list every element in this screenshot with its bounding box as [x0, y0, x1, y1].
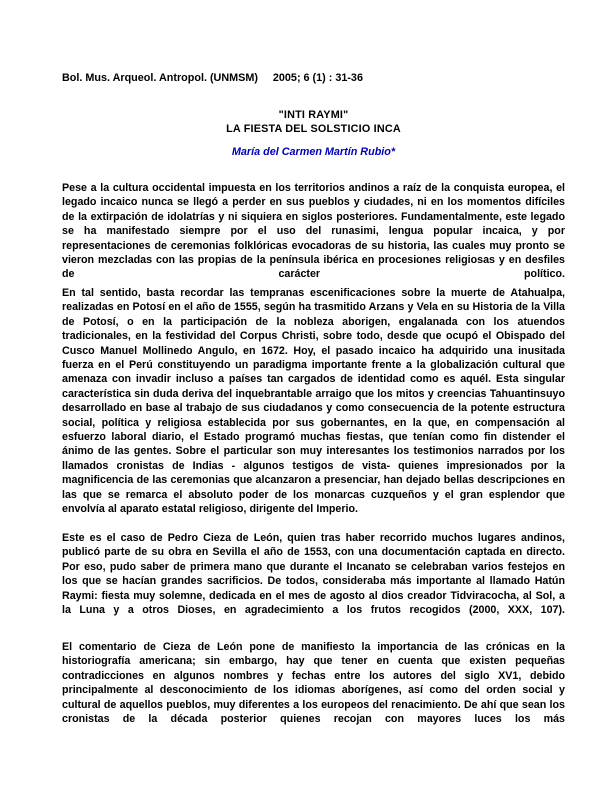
journal-header-citation: Bol. Mus. Arqueol. Antropol. (UNMSM)	[62, 72, 258, 84]
author-name: María del Carmen Martín Rubio*	[231, 146, 396, 158]
paragraph-1: Pese a la cultura occidental impuesta en los territorios andinos a raíz de la conquista europea, el legado incaico nunca se llegó a perder en sus pueblos y ciudades, ni en los momentos difíciles de la extirpación de idolatrías y ni siquiera en siglos posteriores. Fundamentalmente, este legado se ha manifestado siempre por el uso del runasimi, lengua popular incaica, y por representaciones de ceremonias folklóricas evocadoras de su historia, las cuales muy pronto se vieron mezcladas con las propias de la península ibérica en procesiones religiosas y en desfiles de carácter político.	[62, 182, 565, 281]
article-title	[62, 108, 565, 137]
article-title-line2: LA FIESTA DEL SOLSTICIO INCA	[226, 123, 401, 136]
journal-header	[62, 71, 565, 85]
paragraph-4: El comentario de Cieza de León pone de manifiesto la importancia de las crónicas en la historiografía americana; sin embargo, hay que tener en cuenta que existen pequeñas contradicciones en algunos nombres y fechas entre los autores del siglo XV1, debido principalmente al desconocimiento de los idiomas aborígenes, así como del orden social y cultural de aquellos pueblos, muy diferentes a los europeos del renacimiento. De ahí que sean los cronistas de la década posterior quienes recojan con mayores luces los más	[62, 641, 565, 726]
article-title-line1: "INTI RAYMI"	[278, 109, 349, 121]
paragraph-3: Este es el caso de Pedro Cieza de León, quien tras haber recorrido muchos lugares andinos, publicó parte de su obra en Sevilla el año de 1553, con una documentación captada en directo. Por eso, pudo saber de primera mano que durante el Incanato se celebraban varios festejos en los que se hacían grandes sacrificios. De todos, consideraba más importante al llamado Hatún Raymi: fiesta muy solemne, dedicada en el mes de agosto al dios creador Tidviracocha, al Sol, a la Luna y a otros Dioses, en agradecimiento a los frutos recogidos (2000, XXX, 107).	[62, 532, 565, 617]
paragraph-2: En tal sentido, basta recordar las tempranas escenificaciones sobre la muerte de Atahualpa, realizadas en Potosí en el año de 1555, según ha trasmitido Arzans y Vela en su Historia de la Villa de Potosí, o en la participación de la nobleza aborigen, engalanada con los atuendos tradicionales, en la festividad del Corpus Christi, sobre todo, desde que ocupó el Obispado del Cusco Manuel Mollinedo Angulo, en 1672. Hoy, el pasado incaico ha adquirido una inusitada fuerza en el Perú constituyendo un paradigma importante frente a la globalización cultural que amenaza con invadir incluso a países tan cargados de identidad como es aquél. Esta singular característica sin duda deriva del inquebrantable arraigo que los mitos y creencias Tahuantinsuyo desarrollado en base al trabajo de sus ciudadanos y como consecuencia de la potente estructura social, política y religiosa establecida por sus gobernantes, en la que, en compensación al esfuerzo laboral diario, el Estado programó muchas fiestas, que tenían como fin distender el ánimo de las gentes. Sobre el particular son muy interesantes los testimonios narrados por los llamados cronistas de Indias - algunos testigos de vista- quienes impresionados por la magnificencia de las ceremonias que alcanzaron a presenciar, han dejado bellas descripciones en las que se remarca el absoluto poder de los monarcas cuzqueños y el gran esplendor que envolvía al aparato estatal religioso, dirigente del Imperio.	[62, 287, 565, 516]
journal-header-issue: 2005; 6 (1) : 31-36	[272, 72, 363, 84]
